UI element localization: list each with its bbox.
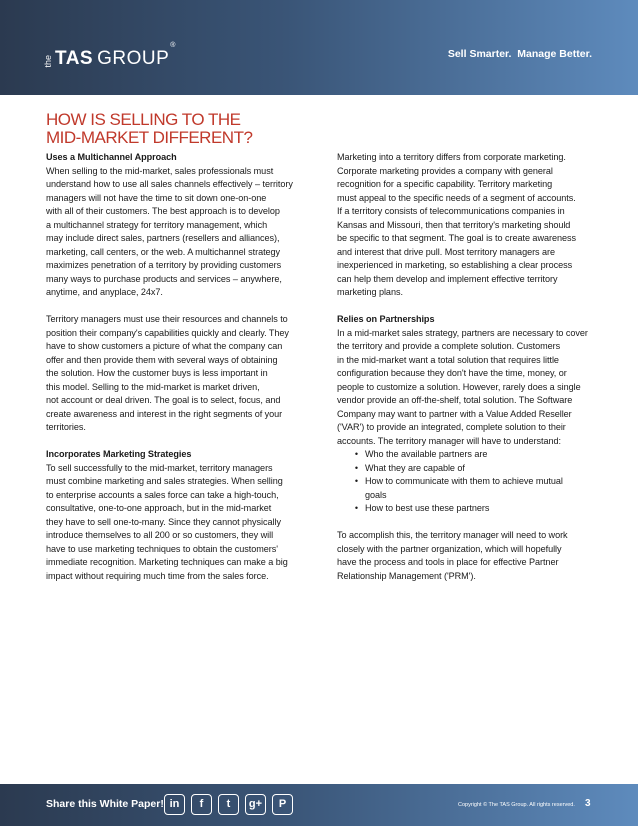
social-share-buttons — [164, 794, 293, 815]
body-text-line: offer and then provide them with several ways of obtaining — [46, 354, 278, 365]
bullet-dot-icon: • — [354, 449, 358, 459]
linkedin-icon[interactable]: in — [164, 794, 185, 815]
body-text-line: must appeal to the specific needs of a segment of accounts. — [337, 192, 576, 203]
bullet-text: Who the available partners are — [365, 449, 488, 459]
paragraph-gap — [337, 516, 597, 530]
body-text-line: many ways to purchase products and services – anywhere, — [46, 273, 282, 284]
body-text-line: they have to sell one-to-many. Since they cannot physically — [46, 516, 281, 527]
body-text-line: inexperienced in marketing, so establishing a clear process — [337, 260, 573, 270]
bullet-dot-icon: • — [354, 476, 358, 486]
bullet-text: What they are capable of — [365, 462, 465, 473]
body-text-line: people to customize a solution. However, rarely does a single — [337, 381, 581, 392]
body-text-line: territories. — [46, 422, 86, 432]
pinterest-icon[interactable]: P — [272, 794, 293, 815]
body-text-line: If a territory consists of telecommunications companies in — [337, 206, 565, 216]
paragraph-gap — [46, 435, 308, 449]
body-text-line: ('VAR') to provide an integrated, complete solution to their — [337, 422, 566, 432]
subheading: Incorporates Marketing Strategies — [46, 449, 192, 459]
tas-group-logo — [44, 38, 175, 68]
body-text-line: Kansas and Missouri, then that territory's marketing should — [337, 219, 571, 230]
body-text-line: and interest that drive pull. Most territory managers are — [337, 246, 556, 257]
body-text-line: must combine marketing and sales strategies. When selling — [46, 476, 283, 486]
body-text-line: can help them develop and implement effective territory — [337, 273, 558, 284]
bullet-item — [337, 448, 597, 462]
logo-tas-text: TAS — [55, 48, 94, 69]
body-text-line: impact without requiring much time from the sales force. — [46, 570, 269, 581]
body-text-line: in the mid-market want a total solution that requires little — [337, 354, 559, 365]
body-text-line: with all of their customers. The best approach is to develop — [46, 206, 280, 216]
body-text-line: understand how to use all sales channels effectively – territory — [46, 179, 293, 189]
section-title — [46, 111, 346, 147]
section-title-line: HOW IS SELLING TO THE — [46, 110, 241, 129]
body-text-line: create awareness and interest in the right segments of your — [46, 408, 283, 419]
body-text-line: closely with the partner organization, which will hopefully — [337, 543, 562, 554]
page-number: 3 — [585, 798, 591, 809]
body-text-line: To accomplish this, the territory manager will need to work — [337, 530, 568, 540]
body-text-line: To sell successfully to the mid-market, territory managers — [46, 462, 273, 473]
logo-the-text: the — [43, 55, 53, 68]
body-text-line: marketing plans. — [337, 287, 403, 297]
body-text-line: maximizes penetration of a territory by providing customers — [46, 260, 282, 270]
copyright-text: Copyright © The TAS Group. All rights reserved. — [458, 802, 575, 808]
bullet-dot-icon: • — [354, 503, 358, 513]
body-text-line: marketing, call centers, or the web. A multichannel strategy — [46, 246, 281, 257]
body-text-line: anytime, and anyplace, 24x7. — [46, 287, 163, 297]
bullet-item — [337, 475, 597, 489]
body-text-line: have to show customers a picture of what the company can — [46, 341, 283, 351]
body-text-line: Relationship Management ('PRM'). — [337, 570, 476, 581]
subheading: Relies on Partnerships — [337, 314, 435, 324]
paragraph-gap — [46, 300, 308, 314]
bullet-item-continued: goals — [365, 489, 387, 500]
footer-banner — [0, 784, 638, 826]
google-plus-icon[interactable]: g+ — [245, 794, 266, 815]
subheading: Uses a Multichannel Approach — [46, 152, 177, 162]
body-text-line: Marketing into a territory differs from corporate marketing. — [337, 152, 566, 162]
body-text-line: to enterprise accounts a sales force can take a high-touch, — [46, 489, 279, 500]
body-text-line: this model. Selling to the mid-market is market driven, — [46, 381, 260, 392]
header-banner — [0, 0, 638, 95]
facebook-icon[interactable]: f — [191, 794, 212, 815]
body-text-line: Company may want to partner with a Value Added Reseller — [337, 408, 572, 419]
body-text-line: accounts. The territory manager will have to understand: — [337, 435, 561, 446]
share-label: Share this White Paper! — [46, 798, 164, 810]
tagline: Sell Smarter. Manage Better. — [447, 48, 592, 60]
body-text-line: In a mid-market sales strategy, partners are necessary to cover — [337, 327, 588, 338]
body-text-line: Corporate marketing provides a company with general — [337, 165, 553, 176]
bullet-dot-icon: • — [354, 462, 358, 473]
body-text-line: position their company's capabilities quickly and clearly. They — [46, 327, 289, 338]
body-text-line: When selling to the mid-market, sales professionals must — [46, 165, 274, 176]
body-text-line: managers will not have the time to sit down one-on-one — [46, 192, 267, 203]
body-text-line: Territory managers must use their resources and channels to — [46, 314, 288, 324]
right-column — [337, 151, 597, 583]
bullet-text: How to best use these partners — [365, 503, 490, 513]
logo-group-text: GROUP — [97, 48, 170, 69]
body-text-line: have to use marketing techniques to obtain the customers' — [46, 543, 278, 554]
body-text-line: may include direct sales, partners (resellers and alliances), — [46, 233, 280, 243]
body-text-line: consultative, one-to-one approach, but in the mid-market — [46, 503, 272, 513]
section-title-line: MID-MARKET DIFFERENT? — [46, 128, 253, 147]
body-text-line: immediate recognition. Marketing techniques can make a big — [46, 557, 288, 567]
body-text-line: recognition for a specific capability. Territory marketing — [337, 179, 553, 189]
bullet-item — [337, 462, 597, 476]
twitter-icon[interactable]: t — [218, 794, 239, 815]
body-text-line: have the process and tools in place for effective Partner — [337, 557, 559, 567]
body-text-line: configuration because they don't have the time, money, or — [337, 368, 567, 378]
body-text-line: the territory and provide a complete solution. Customers — [337, 341, 561, 351]
body-text-line: a multichannel strategy for territory management, which — [46, 219, 268, 230]
bullet-text: How to communicate with them to achieve mutual — [365, 476, 563, 486]
body-text-line: the solution. How the customer buys is less important in — [46, 368, 268, 378]
logo-registered-mark: ® — [170, 42, 176, 49]
bullet-item — [337, 502, 597, 516]
paragraph-gap — [337, 300, 597, 314]
body-text-line: introduce themselves to all 200 or so customers, they will — [46, 530, 274, 540]
left-column — [46, 151, 308, 583]
body-text-line: not account or deal driven. The goal is to select, focus, and — [46, 395, 281, 405]
body-text-line: vendor provide an off-the-shelf, total solution. The Software — [337, 395, 573, 405]
body-text-line: be specific to that segment. The goal is to create awareness — [337, 233, 576, 243]
